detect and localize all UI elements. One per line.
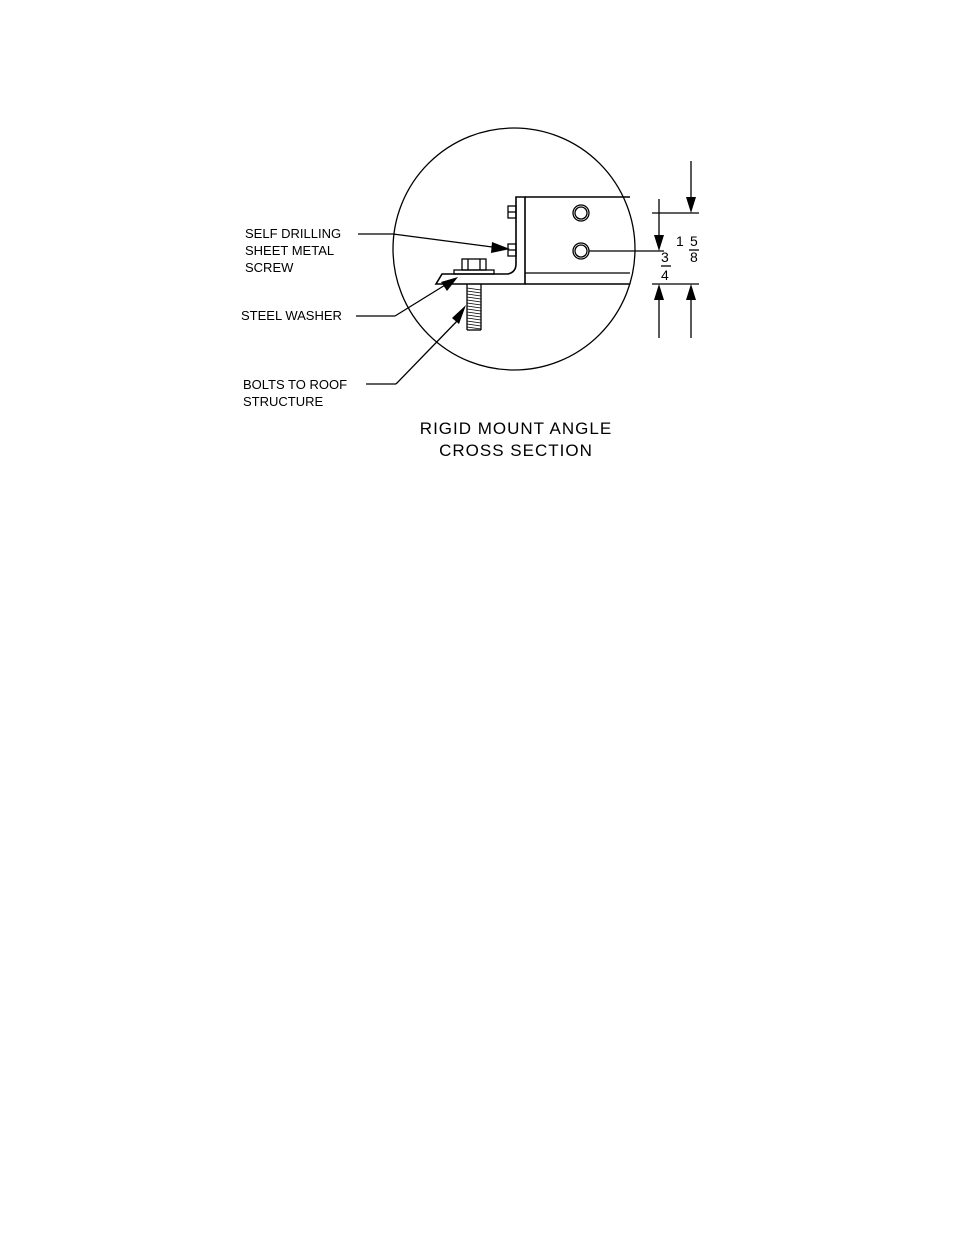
bolt-hole-upper — [573, 205, 589, 221]
bolt-hole-lower — [573, 243, 589, 259]
label-structure: STRUCTURE — [243, 394, 324, 409]
diagram-title-line1: RIGID MOUNT ANGLE — [419, 419, 613, 438]
label-bolts-to-roof: BOLTS TO ROOF — [243, 377, 348, 392]
dim-one-five-eighths-numerator: 5 — [690, 233, 698, 249]
steel-washer — [454, 270, 494, 274]
bolt-thread — [467, 300, 481, 302]
unit-channel — [525, 197, 630, 284]
diagram-title-line2: CROSS SECTION — [439, 441, 593, 460]
bolt-head — [462, 259, 486, 270]
threaded-bolt — [467, 284, 481, 330]
detail-circle — [393, 128, 635, 370]
bolt-thread — [467, 309, 481, 311]
label-steel-washer: STEEL WASHER — [241, 308, 342, 323]
dim-one-five-eighths-whole: 1 — [676, 233, 684, 249]
bolt-thread — [467, 312, 481, 314]
angle-bracket — [436, 197, 525, 284]
bolt-thread — [467, 327, 481, 329]
bolt-thread — [467, 294, 481, 296]
bolt-thread — [467, 288, 481, 290]
dim-three-quarter-numerator: 3 — [661, 249, 669, 265]
bolts-leader — [366, 305, 466, 384]
bolt-thread — [467, 306, 481, 308]
bolt-thread — [467, 315, 481, 317]
bolt-thread — [467, 318, 481, 320]
dim-three-quarter-denominator: 4 — [661, 267, 669, 283]
screw-leader — [358, 234, 510, 253]
bolt-thread — [467, 324, 481, 326]
bolt-thread — [467, 291, 481, 293]
label-screw: SCREW — [245, 260, 294, 275]
bolt-thread — [467, 297, 481, 299]
dim-one-five-eighths-denominator: 8 — [690, 249, 698, 265]
bolt-thread — [467, 303, 481, 305]
sheet-metal-screw-upper — [508, 206, 516, 218]
sheet-metal-screw-lower — [508, 244, 516, 256]
label-sheet-metal: SHEET METAL — [245, 243, 335, 258]
washer-leader — [356, 277, 458, 316]
bolt-thread — [467, 321, 481, 323]
label-self-drilling: SELF DRILLING — [245, 226, 342, 241]
